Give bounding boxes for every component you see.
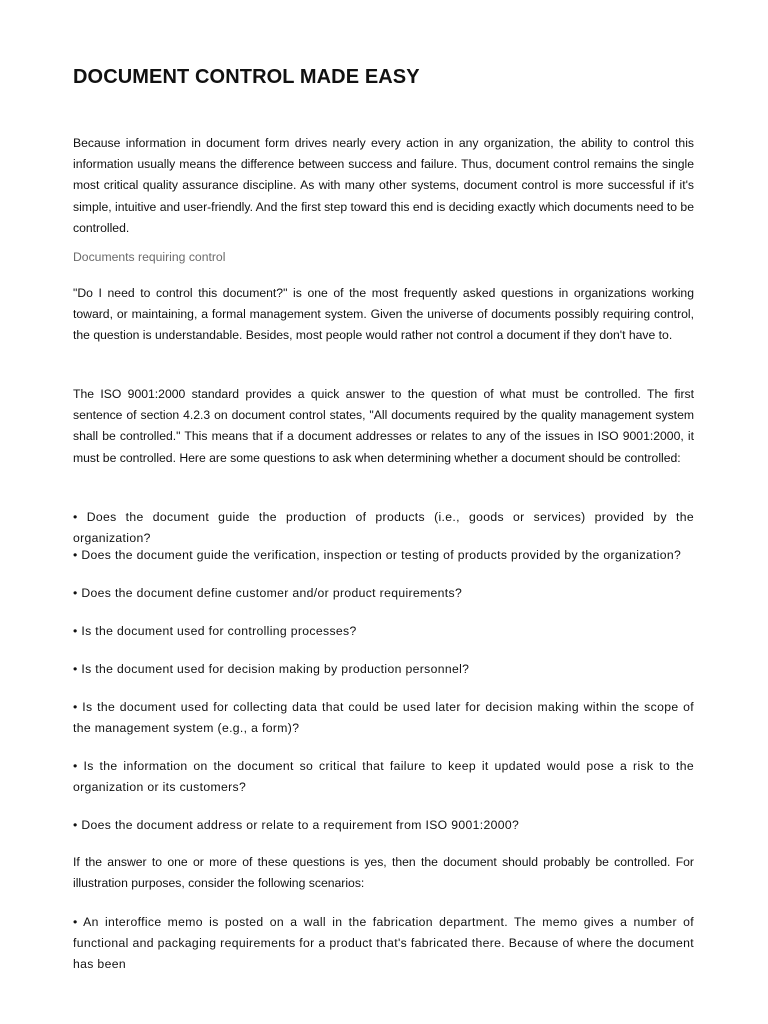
page-title: DOCUMENT CONTROL MADE EASY	[73, 66, 420, 88]
paragraph-answer-yes: If the answer to one or more of these questions is yes, then the document should probably be controlled. For illustration purposes, consider the following scenarios:	[73, 855, 694, 891]
scenario-item: • An interoffice memo is posted on a wall in the fabrication department. The memo gives a number of functional and packaging requirements for a product that's fabricated there. Because of where the document has been	[73, 915, 694, 971]
paragraph-iso-standard: The ISO 9001:2000 standard provides a quick answer to the question of what must be controlled. The first sentence of section 4.2.3 on document control states, "All documents required by the quality management system shall be controlled." This means that if a document addresses or relates to any of the issues in ISO 9001:2000, it must be controlled. Here are some questions to ask when determining whether a document should be controlled:	[73, 387, 694, 465]
question-item: • Is the document used for controlling processes?	[73, 624, 357, 638]
paragraph-control-question: "Do I need to control this document?" is one of the most frequently asked questions in organizations working toward, or maintaining, a formal management system. Given the universe of documents possibly requiring control, the question is understandable. Besides, most people would rather not control a document if they don't have to.	[73, 286, 694, 343]
section-subheading: Documents requiring control	[73, 250, 226, 264]
question-item: • Does the document guide the production of products (i.e., goods or services) provided by the organization?	[73, 510, 694, 545]
question-item: • Is the document used for collecting data that could be used later for decision making within the scope of the management system (e.g., a form)?	[73, 700, 694, 735]
question-item: • Does the document address or relate to a requirement from ISO 9001:2000?	[73, 818, 520, 832]
question-item: • Is the document used for decision making by production personnel?	[73, 662, 470, 676]
question-item: • Is the information on the document so critical that failure to keep it updated would pose a risk to the organization or its customers?	[73, 759, 694, 794]
question-item: • Does the document guide the verification, inspection or testing of products provided by the organization?	[73, 548, 682, 562]
question-item: • Does the document define customer and/or product requirements?	[73, 586, 463, 600]
intro-paragraph: Because information in document form drives nearly every action in any organization, the ability to control this information usually means the difference between success and failure. Thus, document control remains the single most critical quality assurance discipline. As with many other systems, document control is more successful if it's simple, intuitive and user-friendly. And the first step toward this end is deciding exactly which documents need to be controlled.	[73, 136, 694, 235]
